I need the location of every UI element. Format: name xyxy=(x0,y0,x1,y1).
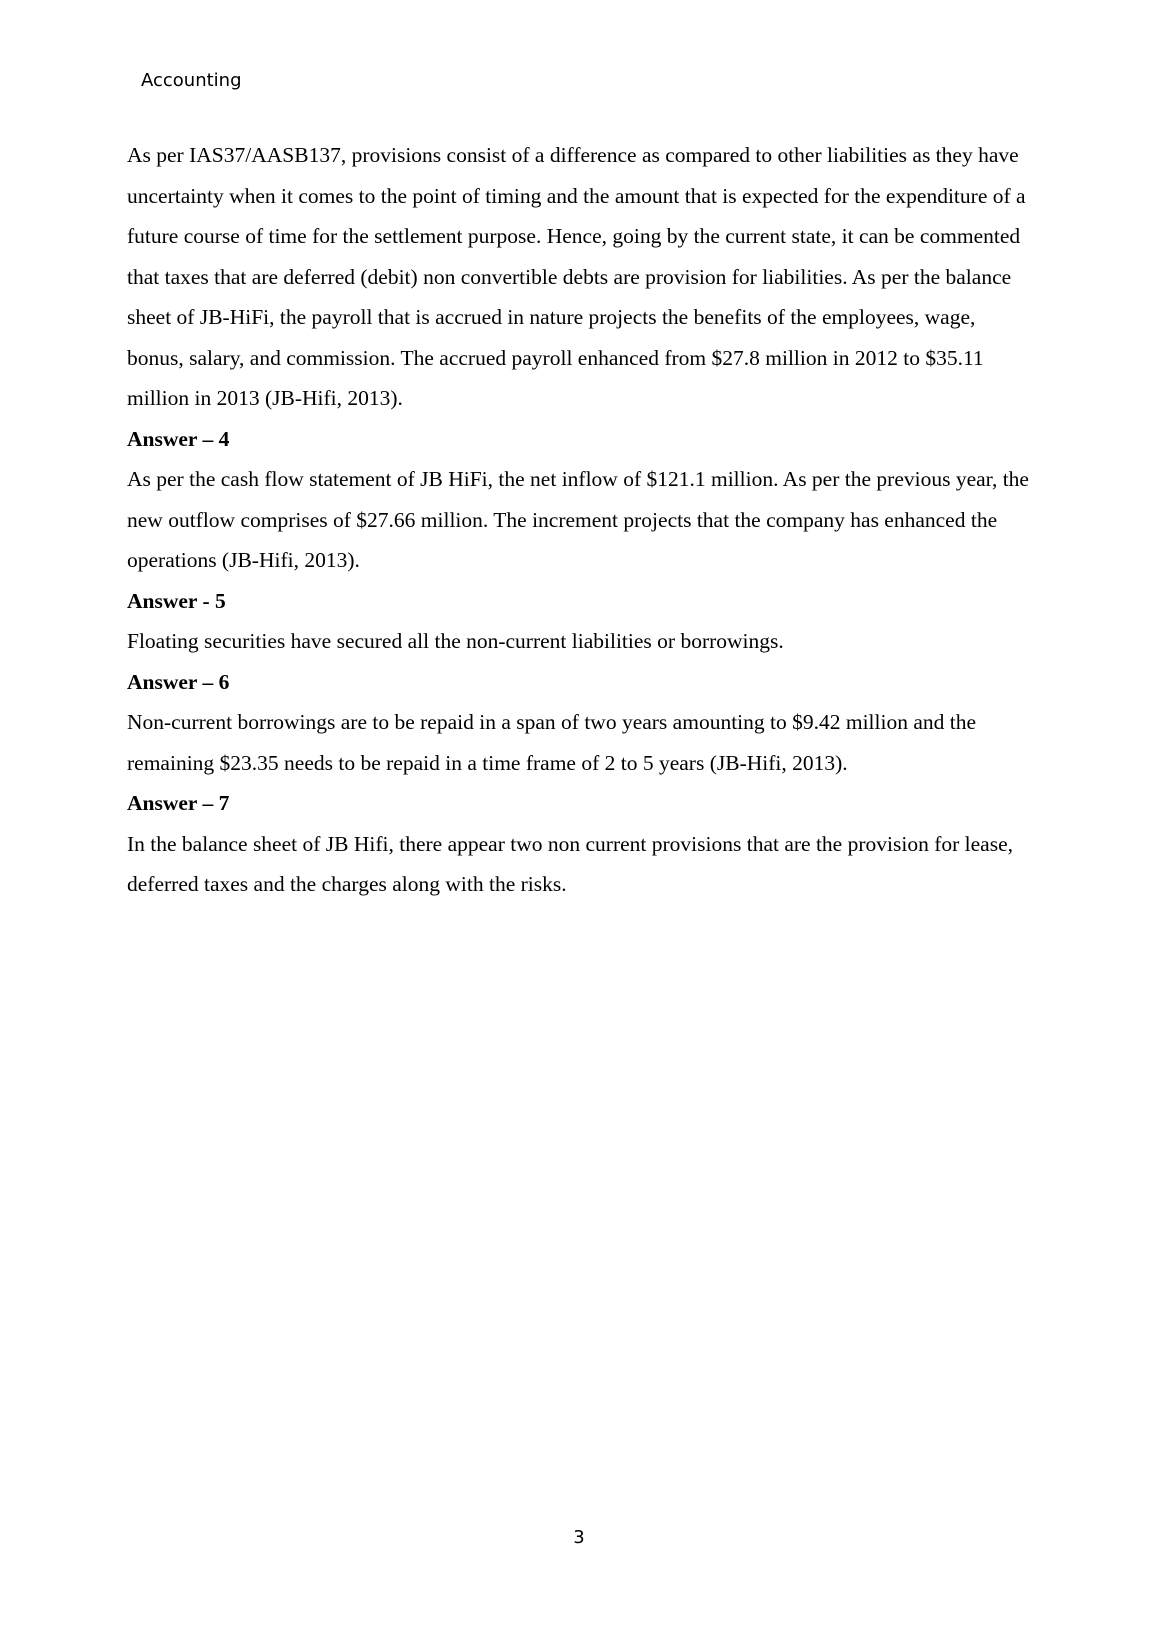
heading-answer-5: Answer - 5 xyxy=(127,588,226,613)
paragraph-answer-5: Floating securities have secured all the non-current liabilities or borrowings. xyxy=(127,629,784,653)
paragraph-provisions: As per IAS37/AASB137, provisions consist of a difference as compared to other liabilities as they have uncertainty when it comes to the point of timing and the amount that is expected for the expenditure of a future course of time for the settlement purpose. Hence, going by the current state, it can be commented that taxes that are deferred (debit) non convertible debts are provision for liabilities. As per the balance sheet of JB-HiFi, the payroll that is accrued in nature projects the benefits of the employees, wage, bonus, salary, and commission. The accrued payroll enhanced from $27.8 million in 2012 to $35.11 million in 2013 (JB-Hifi, 2013). xyxy=(127,143,1026,410)
heading-answer-4: Answer – 4 xyxy=(127,426,230,451)
running-header: Accounting xyxy=(141,70,242,91)
heading-answer-7: Answer – 7 xyxy=(127,791,230,815)
heading-answer-6: Answer – 6 xyxy=(127,669,230,694)
page-number: 3 xyxy=(573,1527,585,1548)
page-body xyxy=(127,135,1032,905)
paragraph-answer-7: In the balance sheet of JB Hifi, there appear two non current provisions that are the provision for lease, deferred taxes and the charges along with the risks. xyxy=(127,831,1013,896)
paragraph-answer-4: As per the cash flow statement of JB HiFi, the net inflow of $121.1 million. As per the previous year, the new outflow comprises of $27.66 million. The increment projects that the company has enhanced the operations (JB-Hifi, 2013). xyxy=(127,467,1029,572)
paragraph-answer-6: Non-current borrowings are to be repaid in a span of two years amounting to $9.42 million and the remaining $23.35 needs to be repaid in a time frame of 2 to 5 years (JB-Hifi, 2013). xyxy=(127,710,977,775)
